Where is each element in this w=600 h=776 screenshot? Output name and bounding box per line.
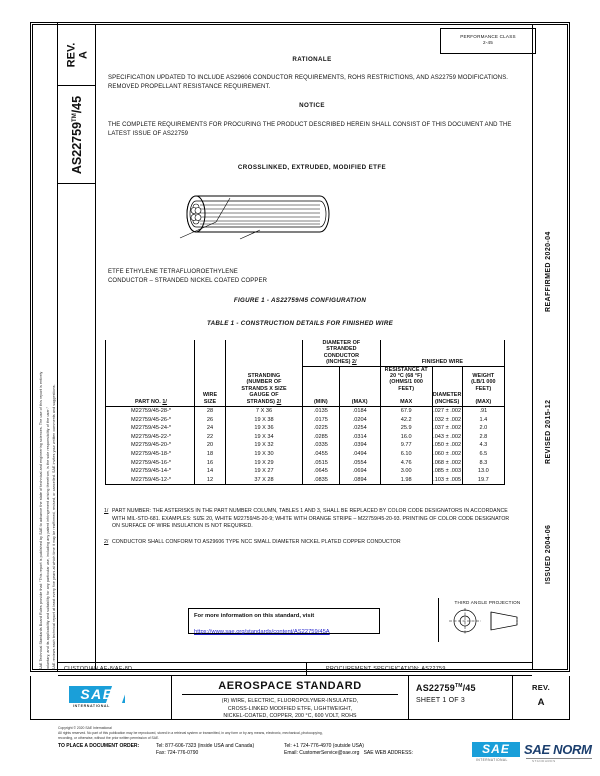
cell-diam-max: .0894 bbox=[339, 476, 380, 485]
th-stranding-l5: STRANDS) bbox=[246, 398, 276, 405]
cell-diam-min: .0515 bbox=[303, 459, 340, 468]
doc-trademark: TM bbox=[71, 113, 78, 122]
rationale-heading: RATIONALE bbox=[292, 56, 332, 63]
th-stranding-l1: STRANDING bbox=[247, 373, 281, 380]
th-wire-size-l1: WIRE bbox=[202, 392, 218, 399]
cell-part-no: M22759/45-16-* bbox=[106, 459, 195, 468]
th-dia-l1: DIAMETER bbox=[432, 392, 462, 399]
revised-date: REVISED 2015-12 bbox=[545, 399, 552, 464]
order-fax: Fax: 724-776-0790 bbox=[156, 750, 199, 756]
cell-resistance: 3.00 bbox=[380, 467, 432, 476]
custodian-bar bbox=[58, 662, 532, 676]
cell-weight: 13.0 bbox=[462, 467, 504, 476]
th-diam-group-l3: CONDUCTOR bbox=[323, 352, 360, 359]
title-block-logo-cell bbox=[31, 676, 172, 719]
title-doc-number: AS22759 bbox=[416, 683, 455, 693]
th-diam-min: (MIN) bbox=[313, 398, 328, 405]
footnote-2-text: CONDUCTOR SHALL CONFORM TO AS29606 TYPE NCC SMALL DIAMETER NICKEL PLATED COPPER CONDUCTOR bbox=[112, 539, 401, 545]
order-tel-usa: Tel: 877-606-7323 (inside USA and Canada) bbox=[156, 743, 255, 749]
order-label: TO PLACE A DOCUMENT ORDER: bbox=[58, 743, 140, 749]
cell-diam-min: .0175 bbox=[303, 416, 340, 425]
cell-stranding: 7 X 36 bbox=[226, 407, 303, 416]
cell-diam-max: .0494 bbox=[339, 450, 380, 459]
cell-stranding: 19 X 30 bbox=[226, 450, 303, 459]
cell-resistance: 1.98 bbox=[380, 476, 432, 485]
cell-weight: 2.0 bbox=[462, 424, 504, 433]
table-row bbox=[106, 450, 505, 459]
order-row-1 bbox=[58, 743, 538, 750]
figure-title: CROSSLINKED, EXTRUDED, MODIFIED ETFE bbox=[237, 164, 387, 171]
cell-resistance: 6.10 bbox=[380, 450, 432, 459]
disclaimer-line-2: voluntary, and its applicability and suitability for any particular use, including any patent infringement arising therefrom, is the sole responsibility of the user.” bbox=[46, 406, 50, 670]
title-doc-trademark: TM bbox=[454, 683, 463, 689]
title-block-number-cell bbox=[409, 676, 513, 719]
cell-diameter: .085 ± .003 bbox=[433, 468, 462, 475]
doc-suffix: /45 bbox=[70, 95, 84, 114]
table-row bbox=[106, 441, 505, 450]
reaffirmed-date: REAFFIRMED 2020-04 bbox=[545, 231, 552, 312]
left-disclaimer-strip bbox=[30, 22, 58, 672]
info-box-label: For more information on this standard, visit bbox=[194, 613, 315, 619]
cell-part-no: M22759/45-26-* bbox=[106, 416, 195, 425]
title-block-rev-cell bbox=[513, 676, 569, 719]
cell-diameter: .068 ± .002 bbox=[433, 459, 462, 466]
footnote-2 bbox=[104, 539, 518, 547]
cell-weight: 8.3 bbox=[462, 459, 504, 468]
cell-diam-max: .0184 bbox=[339, 407, 380, 416]
cell-diam-min: .0335 bbox=[303, 441, 340, 450]
cell-stranding: 19 X 34 bbox=[226, 433, 303, 442]
table-row bbox=[106, 459, 505, 468]
copyright-line-1: Copyright © 2020 SAE International bbox=[58, 726, 112, 730]
th-diam-group-fn: 2/ bbox=[352, 359, 357, 366]
table-row bbox=[106, 407, 505, 416]
cell-diam-min: .0285 bbox=[303, 433, 340, 442]
table-row bbox=[106, 433, 505, 442]
th-finished-group: FINISHED WIRE bbox=[421, 359, 464, 366]
cell-weight: 19.7 bbox=[462, 476, 504, 485]
projection-title: THIRD ANGLE PROJECTION bbox=[454, 600, 521, 605]
table-row bbox=[106, 416, 505, 425]
procurement-spec-text: PROCUREMENT SPECIFICATION: AS22759 bbox=[326, 666, 446, 672]
cell-diameter: .103 ± .005 bbox=[432, 476, 462, 485]
aerospace-standard-title: AEROSPACE STANDARD bbox=[182, 680, 398, 695]
norm-sub-right: STANDARDS bbox=[532, 759, 556, 763]
disclaimer-line-3: SAE reviews each technical report at least every five years at which time it may be reaffirmed, revised, or cancelled. SAE invites your written comments and suggestions. bbox=[52, 384, 56, 670]
footnote-1-text: PART NUMBER: THE ASTERISKS IN THE PART NUMBER COLUMN, TABLES 1 AND 3, SHALL BE REPLACED BY COLOR CODE DESIGNATORS IN ACCORDANCE WITH MIL-STD-681. EXAMPLES: SIZE 20, WHITE M22759/45-20-9; WHITE WITH ORANGE STRIPE – M22759/45-20-93. PRINTING OF COLOR CODE DESIGNATOR ON SURFACE OF WIRE INSULATION IS NOT REQUIRED. bbox=[112, 508, 510, 530]
footnote-1-marker: 1/ bbox=[104, 508, 109, 514]
title-rev-value: A bbox=[537, 697, 545, 708]
wire-diagram-svg bbox=[170, 186, 360, 242]
cell-diameter: .060 ± .002 bbox=[433, 451, 462, 458]
cell-diam-max: .0314 bbox=[339, 433, 380, 442]
order-row-2 bbox=[58, 750, 538, 757]
cell-diameter: .037 ± .002 bbox=[433, 425, 462, 432]
th-dia-l2: (INCHES) bbox=[434, 398, 460, 405]
cell-diam-max: .0204 bbox=[339, 416, 380, 425]
cell-wire-size: 28 bbox=[195, 407, 226, 416]
table-caption: TABLE 1 - CONSTRUCTION DETAILS FOR FINISHED WIRE bbox=[206, 320, 394, 327]
norm-sub-left: INTERNATIONAL bbox=[476, 758, 508, 762]
issued-date: ISSUED 2004-06 bbox=[545, 524, 552, 584]
performance-class-box bbox=[440, 28, 536, 54]
cell-diam-max: .0254 bbox=[339, 424, 380, 433]
cell-diam-min: .0835 bbox=[303, 476, 340, 485]
table-row bbox=[106, 476, 505, 485]
cell-diameter: .043 ± .002 bbox=[433, 433, 462, 440]
th-res-l2: 20 °C (68 °F) bbox=[390, 373, 423, 380]
construction-details-table bbox=[105, 340, 505, 485]
cell-part-no: M22759/45-18-* bbox=[106, 450, 195, 459]
th-diam-group-l1: DIAMETER OF bbox=[322, 340, 361, 346]
notice-heading: NOTICE bbox=[299, 102, 325, 109]
title-block-title-cell bbox=[172, 676, 409, 719]
norm-wordmark: SAE NORM bbox=[524, 742, 592, 757]
order-email: Email: CustomerService@sae.org bbox=[284, 750, 360, 756]
order-tel-intl: Tel: +1 724-776-4970 (outside USA) bbox=[284, 743, 364, 749]
sheet-number: SHEET 1 OF 3 bbox=[416, 697, 465, 704]
cell-diameter: .027 ± .002 bbox=[433, 408, 462, 415]
cell-resistance: 16.0 bbox=[380, 433, 432, 442]
th-stranding-fn: 2/ bbox=[276, 398, 282, 405]
more-information-box bbox=[188, 608, 380, 634]
cell-wire-size: 20 bbox=[195, 441, 226, 450]
cell-resistance: 42.2 bbox=[380, 416, 432, 425]
figure-legend-etfe: ETFE ETHYLENE TETRAFLUOROETHYLENE bbox=[108, 269, 238, 275]
cell-diam-max: .0694 bbox=[339, 467, 380, 476]
custodian-text: CUSTODIAN AE-8/AE-8D bbox=[64, 666, 133, 672]
cell-part-no: M22759/45-20-* bbox=[106, 441, 195, 450]
cell-wire-size: 22 bbox=[195, 433, 226, 442]
sae-logo-text: SAE bbox=[80, 685, 114, 702]
cell-diameter: .032 ± .002 bbox=[433, 416, 462, 423]
cell-wire-size: 26 bbox=[195, 416, 226, 425]
table-row bbox=[106, 467, 505, 476]
cell-wire-size: 16 bbox=[195, 459, 226, 468]
norm-logo-text: SAE bbox=[482, 742, 510, 756]
th-wt-l3: (MAX) bbox=[475, 398, 492, 405]
cell-wire-size: 14 bbox=[195, 467, 226, 476]
th-wt-l1: WEIGHT bbox=[472, 373, 495, 380]
cell-wire-size: 24 bbox=[195, 424, 226, 433]
th-stranding-l4: GAUGE OF bbox=[249, 392, 279, 399]
cell-weight: 1.4 bbox=[462, 416, 504, 425]
cell-stranding: 19 X 27 bbox=[226, 467, 303, 476]
table-row bbox=[106, 424, 505, 433]
rev-value: A bbox=[76, 51, 89, 59]
cell-weight: 2.8 bbox=[462, 433, 504, 442]
cell-weight: 6.5 bbox=[462, 450, 504, 459]
standard-link[interactable]: https://www.sae.org/standards/content/AS22759/45A bbox=[194, 629, 330, 635]
disclaimer-line-1: SAE Technical Standards Board Rules provide that: “This report is published by SAE to advance the state of technical and engineering sciences. The use of this report is entirely bbox=[39, 371, 43, 670]
custodian-divider bbox=[306, 663, 307, 676]
standard-description-l3: NICKEL-COATED, COPPER, 200 °C, 600 VOLT, ROHS bbox=[223, 713, 357, 720]
notice-body: THE COMPLETE REQUIREMENTS FOR PROCURING THE PRODUCT DESCRIBED HEREIN SHALL CONSIST OF THIS DOCUMENT AND THE LATEST ISSUE OF AS22759 bbox=[108, 122, 512, 137]
table-head bbox=[106, 340, 505, 407]
copyright-line-3: recording, or otherwise, without the prior written permission of SAE. bbox=[58, 736, 160, 740]
figure-legend-conductor: CONDUCTOR – STRANDED NICKEL COATED COPPER bbox=[108, 278, 268, 284]
cell-part-no: M22759/45-12-* bbox=[106, 476, 195, 485]
title-block bbox=[30, 676, 570, 720]
cell-diam-min: .0225 bbox=[303, 424, 340, 433]
left-lower-strip bbox=[58, 184, 96, 670]
standard-description-l2: CROSS-LINKED MODIFIED ETFE, LIGHTWEIGHT, bbox=[227, 705, 353, 712]
footnote-2-marker: 2/ bbox=[104, 539, 109, 545]
cell-diameter: .050 ± .002 bbox=[433, 442, 462, 449]
cell-part-no: M22759/45-22-* bbox=[106, 433, 195, 442]
wire-cross-section-figure bbox=[170, 186, 360, 242]
cell-stranding: 19 X 32 bbox=[226, 441, 303, 450]
cell-stranding: 19 X 29 bbox=[226, 459, 303, 468]
rationale-body: SPECIFICATION UPDATED TO INCLUDE AS29606 CONDUCTOR REQUIREMENTS, ROHS RESTRICTIONS, AND AS22759 MODIFICATIONS. REMOVED PROPELLANT RESISTANCE REQUIREMENT. bbox=[108, 75, 509, 90]
performance-class-label: PERFORMANCE CLASS bbox=[460, 34, 516, 39]
th-stranding-l3: STRANDS X SIZE bbox=[241, 385, 287, 392]
cell-diam-min: .0455 bbox=[303, 450, 340, 459]
th-res-l4: MAX bbox=[400, 398, 413, 405]
th-diam-group-l4: (INCHES) bbox=[326, 359, 351, 366]
cell-diam-min: .0645 bbox=[303, 467, 340, 476]
copyright-line-2: All rights reserved. No part of this publication may be reproduced, stored in a retrieval system or transmitted, in any form or by any means, electronic, mechanical, photocopying, bbox=[58, 731, 323, 735]
cell-resistance: 25.9 bbox=[380, 424, 432, 433]
cell-diam-max: .0394 bbox=[339, 441, 380, 450]
cell-resistance: 4.76 bbox=[380, 459, 432, 468]
th-wire-size-l2: SIZE bbox=[203, 398, 217, 405]
third-angle-projection-box bbox=[438, 598, 536, 642]
performance-class-value: 2-45 bbox=[483, 40, 493, 45]
sae-web-address-label: SAE WEB ADDRESS: bbox=[363, 750, 414, 756]
cell-weight: .91 bbox=[462, 407, 504, 416]
right-revision-strip bbox=[532, 24, 568, 670]
sae-logo-subtext: INTERNATIONAL bbox=[73, 703, 110, 708]
doc-number: AS22759 bbox=[70, 121, 84, 175]
cell-diam-min: .0135 bbox=[303, 407, 340, 416]
projection-symbol-icon bbox=[439, 606, 535, 636]
cell-part-no: M22759/45-28-* bbox=[106, 407, 195, 416]
standard-description-l1: (R) WIRE, ELECTRIC, FLUOROPOLYMER-INSULATED, bbox=[221, 698, 359, 704]
rev-box bbox=[58, 24, 96, 86]
th-diam-group-l2: STRANDED bbox=[326, 346, 357, 353]
cell-resistance: 67.9 bbox=[380, 407, 432, 416]
th-part-no: PART NO. bbox=[135, 398, 161, 405]
cell-wire-size: 18 bbox=[195, 450, 226, 459]
cell-stranding: 19 X 36 bbox=[226, 424, 303, 433]
sae-logo bbox=[69, 686, 133, 710]
document-number-box bbox=[58, 86, 96, 184]
cell-stranding: 37 X 28 bbox=[226, 476, 303, 485]
copyright-block bbox=[58, 726, 538, 757]
title-doc-suffix: /45 bbox=[462, 683, 476, 693]
title-rev-label: REV. bbox=[531, 683, 551, 692]
table-body bbox=[106, 407, 505, 485]
cell-part-no: M22759/45-24-* bbox=[106, 424, 195, 433]
th-wt-l2: (LB/1 000 FEET) bbox=[471, 379, 496, 392]
rev-label: REV. bbox=[64, 42, 77, 68]
cell-wire-size: 12 bbox=[195, 476, 226, 485]
sae-norm-watermark bbox=[470, 740, 594, 770]
cell-diam-max: .0554 bbox=[339, 459, 380, 468]
footnote-1 bbox=[104, 508, 518, 531]
th-stranding-l2: (NUMBER OF bbox=[246, 379, 282, 386]
th-res-l3: (OHMS/1 000 FEET) bbox=[389, 379, 423, 392]
cell-weight: 4.3 bbox=[462, 441, 504, 450]
th-part-no-fn: 1/ bbox=[162, 398, 167, 405]
cell-part-no: M22759/45-14-* bbox=[106, 467, 195, 476]
th-diam-max: (MAX) bbox=[351, 398, 368, 405]
figure-caption: FIGURE 1 - AS22759/45 CONFIGURATION bbox=[233, 297, 367, 304]
cell-stranding: 19 X 38 bbox=[226, 416, 303, 425]
cell-resistance: 9.77 bbox=[380, 441, 432, 450]
th-res-l1: RESISTANCE AT bbox=[384, 366, 428, 373]
